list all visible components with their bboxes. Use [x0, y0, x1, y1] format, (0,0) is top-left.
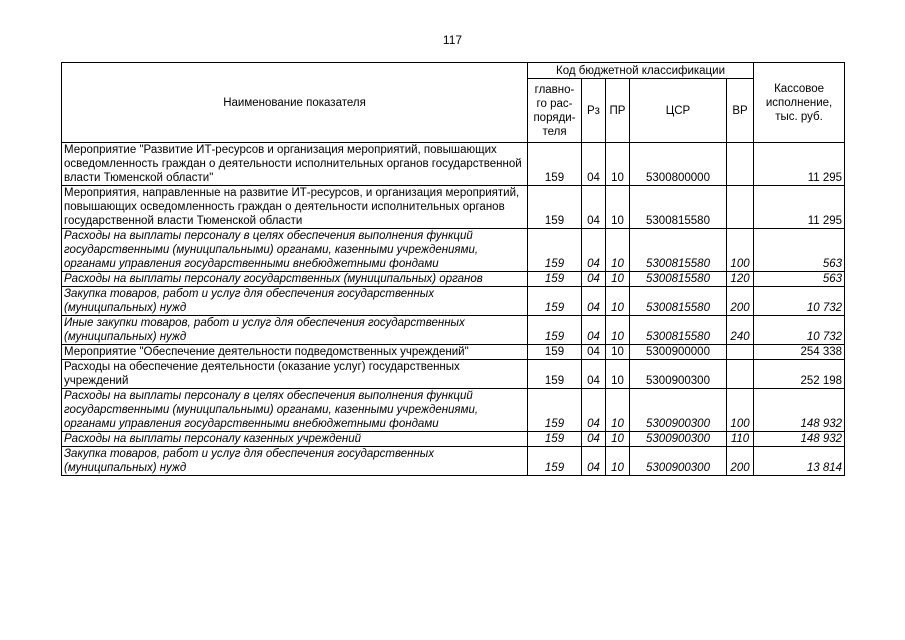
- row-amount: 148 932: [754, 432, 845, 447]
- row-name: Расходы на выплаты персоналу в целях обеспечения выполнения функций государственными (муниципальными) органами, казенными учреждениями, органами управления государственными внебюджетными фондами: [62, 389, 528, 432]
- table-row: [62, 389, 845, 432]
- row-name: Мероприятия, направленные на развитие ИТ-ресурсов, и организация мероприятий, повышающих осведомленность граждан о деятельности исполнительных органов государственной власти Тюменской области: [62, 186, 528, 229]
- header-glavn: главно-го рас-поряди-теля: [528, 79, 582, 143]
- table-row: [62, 272, 845, 287]
- row-pr: 10: [606, 345, 630, 360]
- row-csr: 5300800000: [630, 143, 727, 186]
- table-row: [62, 287, 845, 316]
- row-name: Расходы на обеспечение деятельности (оказание услуг) государственных учреждений: [62, 360, 528, 389]
- row-pr: 10: [606, 287, 630, 316]
- row-glavn: 159: [528, 345, 582, 360]
- row-vr: 100: [727, 229, 754, 272]
- row-amount: 11 295: [754, 186, 845, 229]
- table-row: [62, 360, 845, 389]
- row-pr: 10: [606, 272, 630, 287]
- row-amount: 254 338: [754, 345, 845, 360]
- row-pr: 10: [606, 447, 630, 476]
- row-rz: 04: [582, 143, 606, 186]
- row-vr: [727, 143, 754, 186]
- row-rz: 04: [582, 272, 606, 287]
- row-csr: 5300900300: [630, 389, 727, 432]
- row-pr: 10: [606, 316, 630, 345]
- row-glavn: 159: [528, 272, 582, 287]
- row-pr: 10: [606, 229, 630, 272]
- header-csr: ЦСР: [630, 79, 727, 143]
- budget-table: [61, 62, 845, 476]
- row-csr: 5300815580: [630, 316, 727, 345]
- row-rz: 04: [582, 389, 606, 432]
- table-row: [62, 316, 845, 345]
- table-row: [62, 432, 845, 447]
- row-name: Расходы на выплаты персоналу в целях обеспечения выполнения функций государственными (муниципальными) органами, казенными учреждениями, органами управления государственными внебюджетными фондами: [62, 229, 528, 272]
- row-csr: 5300815580: [630, 229, 727, 272]
- header-vr: ВР: [727, 79, 754, 143]
- row-vr: [727, 345, 754, 360]
- row-amount: 10 732: [754, 287, 845, 316]
- row-pr: 10: [606, 186, 630, 229]
- table-row: [62, 345, 845, 360]
- row-amount: 252 198: [754, 360, 845, 389]
- row-pr: 10: [606, 360, 630, 389]
- row-name: Иные закупки товаров, работ и услуг для обеспечения государственных (муниципальных) нужд: [62, 316, 528, 345]
- row-vr: [727, 360, 754, 389]
- header-code-group: Код бюджетной классификации: [528, 63, 754, 79]
- row-amount: 11 295: [754, 143, 845, 186]
- row-glavn: 159: [528, 389, 582, 432]
- row-pr: 10: [606, 389, 630, 432]
- row-rz: 04: [582, 360, 606, 389]
- row-vr: 200: [727, 447, 754, 476]
- header-name: Наименование показателя: [62, 63, 528, 143]
- row-csr: 5300900000: [630, 345, 727, 360]
- row-amount: 563: [754, 272, 845, 287]
- table-row: [62, 229, 845, 272]
- row-glavn: 159: [528, 186, 582, 229]
- row-vr: 110: [727, 432, 754, 447]
- row-csr: 5300900300: [630, 447, 727, 476]
- row-name: Закупка товаров, работ и услуг для обеспечения государственных (муниципальных) нужд: [62, 287, 528, 316]
- row-rz: 04: [582, 186, 606, 229]
- row-glavn: 159: [528, 229, 582, 272]
- page-number: 117: [442, 33, 463, 47]
- row-pr: 10: [606, 432, 630, 447]
- row-glavn: 159: [528, 143, 582, 186]
- row-name: Расходы на выплаты персоналу казенных учреждений: [62, 432, 528, 447]
- header-amount: Кассовое исполнение, тыс. руб.: [754, 63, 845, 143]
- row-rz: 04: [582, 432, 606, 447]
- row-amount: 563: [754, 229, 845, 272]
- row-name: Закупка товаров, работ и услуг для обеспечения государственных (муниципальных) нужд: [62, 447, 528, 476]
- row-csr: 5300815580: [630, 287, 727, 316]
- row-name: Расходы на выплаты персоналу государственных (муниципальных) органов: [62, 272, 528, 287]
- row-glavn: 159: [528, 287, 582, 316]
- row-pr: 10: [606, 143, 630, 186]
- row-amount: 10 732: [754, 316, 845, 345]
- table-header: [62, 63, 845, 143]
- row-name: Мероприятие "Развитие ИТ-ресурсов и организация мероприятий, повышающих осведомленность граждан о деятельности исполнительных органов государственной власти Тюменской области": [62, 143, 528, 186]
- row-csr: 5300815580: [630, 186, 727, 229]
- row-csr: 5300900300: [630, 432, 727, 447]
- header-rz: Рз: [582, 79, 606, 143]
- row-vr: 200: [727, 287, 754, 316]
- row-name: Мероприятие "Обеспечение деятельности подведомственных учреждений": [62, 345, 528, 360]
- row-vr: 100: [727, 389, 754, 432]
- row-amount: 13 814: [754, 447, 845, 476]
- table-row: [62, 143, 845, 186]
- row-csr: 5300815580: [630, 272, 727, 287]
- table-row: [62, 186, 845, 229]
- header-pr: ПР: [606, 79, 630, 143]
- row-glavn: 159: [528, 447, 582, 476]
- row-vr: 240: [727, 316, 754, 345]
- row-glavn: 159: [528, 316, 582, 345]
- row-rz: 04: [582, 316, 606, 345]
- row-rz: 04: [582, 345, 606, 360]
- table-body: [62, 143, 845, 476]
- row-amount: 148 932: [754, 389, 845, 432]
- row-glavn: 159: [528, 432, 582, 447]
- row-rz: 04: [582, 447, 606, 476]
- row-rz: 04: [582, 287, 606, 316]
- table-row: [62, 447, 845, 476]
- row-vr: [727, 186, 754, 229]
- row-vr: 120: [727, 272, 754, 287]
- row-glavn: 159: [528, 360, 582, 389]
- row-rz: 04: [582, 229, 606, 272]
- row-csr: 5300900300: [630, 360, 727, 389]
